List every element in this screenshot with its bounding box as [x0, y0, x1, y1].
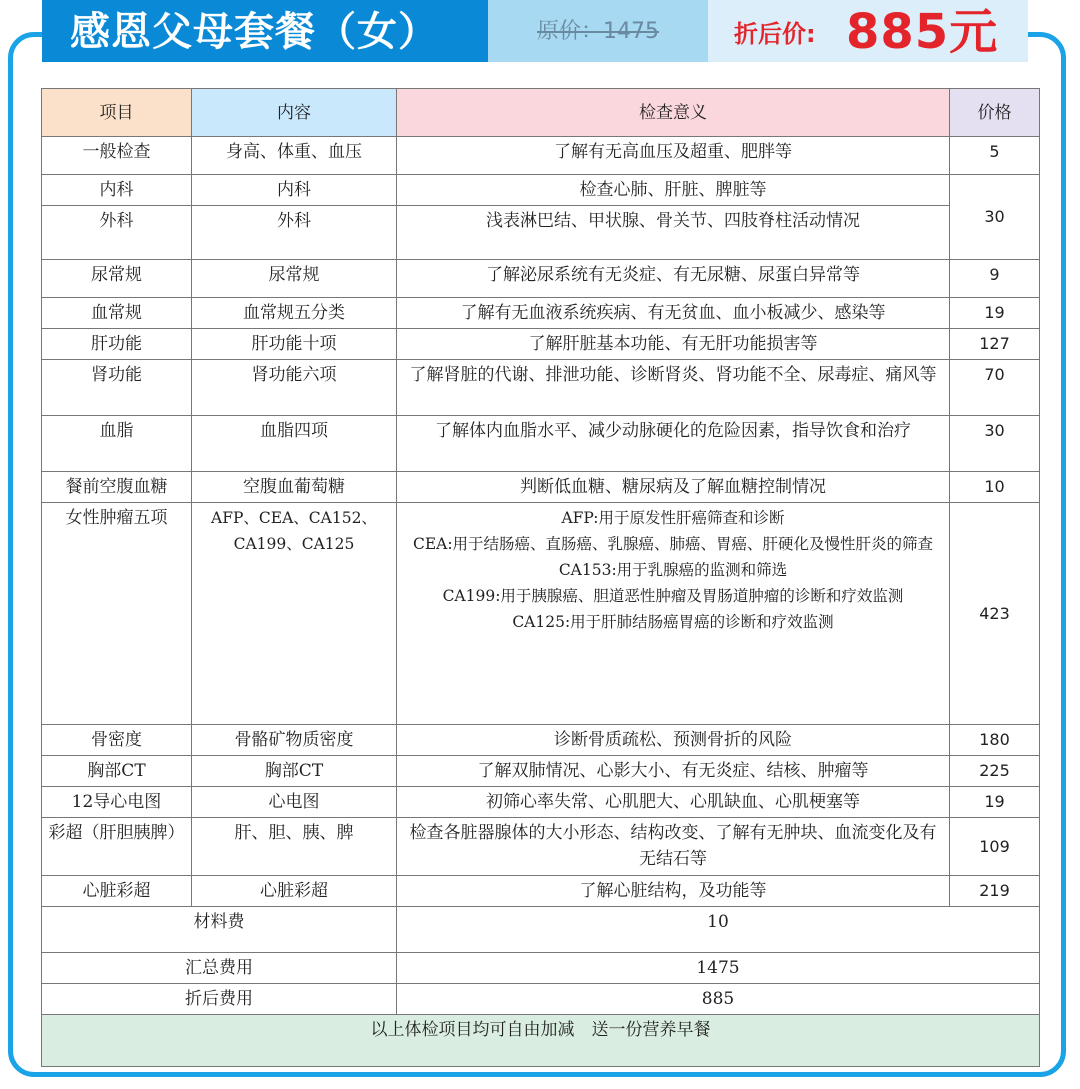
summary-label: 汇总费用 [42, 953, 397, 984]
table-row [42, 260, 1040, 298]
row-item: 内科 [42, 175, 192, 206]
row-item: 肝功能 [42, 329, 192, 360]
row-item: 尿常规 [42, 260, 192, 298]
row-content: 骨骼矿物质密度 [192, 725, 397, 756]
row-price: 9 [950, 260, 1040, 298]
row-meaning: 了解双肺情况、心影大小、有无炎症、结核、肿瘤等 [397, 756, 950, 787]
row-item: 一般检查 [42, 137, 192, 175]
table-row [42, 725, 1040, 756]
discount-price: 885元 [846, 4, 999, 60]
table-row [42, 416, 1040, 472]
table-row [42, 756, 1040, 787]
row-item: 外科 [42, 206, 192, 260]
row-content: 身高、体重、血压 [192, 137, 397, 175]
original-price-text: 原价：1475 [537, 19, 659, 44]
row-content: 肾功能六项 [192, 360, 397, 416]
footer-row [42, 1015, 1040, 1067]
column-header-content: 内容 [192, 89, 397, 137]
summary-value: 1475 [397, 953, 1040, 984]
table-row [42, 818, 1040, 876]
table-row [42, 329, 1040, 360]
row-meaning: 诊断骨质疏松、预测骨折的风险 [397, 725, 950, 756]
summary-label: 材料费 [42, 907, 397, 953]
row-price: 219 [950, 876, 1040, 907]
column-header-item: 项目 [42, 89, 192, 137]
row-content: 肝、胆、胰、脾 [192, 818, 397, 876]
row-item: 心脏彩超 [42, 876, 192, 907]
row-price: 70 [950, 360, 1040, 416]
row-item: 血常规 [42, 298, 192, 329]
column-header-meaning: 检查意义 [397, 89, 950, 137]
row-item: 餐前空腹血糖 [42, 472, 192, 503]
row-content: 血常规五分类 [192, 298, 397, 329]
meaning-line: AFP:用于原发性肝癌筛查和诊断 [561, 509, 785, 527]
row-price: 5 [950, 137, 1040, 175]
summary-value: 10 [397, 907, 1040, 953]
row-price: 180 [950, 725, 1040, 756]
row-meaning: 了解有无血液系统疾病、有无贫血、血小板减少、感染等 [397, 298, 950, 329]
row-item: 12导心电图 [42, 787, 192, 818]
row-price: 10 [950, 472, 1040, 503]
table-row [42, 206, 1040, 260]
row-meaning [397, 503, 950, 725]
table-row [42, 472, 1040, 503]
row-price: 30 [950, 175, 1040, 260]
row-meaning: 初筛心率失常、心肌肥大、心肌缺血、心肌梗塞等 [397, 787, 950, 818]
table-row [42, 360, 1040, 416]
row-meaning: 了解有无高血压及超重、肥胖等 [397, 137, 950, 175]
row-content: 外科 [192, 206, 397, 260]
row-content: 空腹血葡萄糖 [192, 472, 397, 503]
row-item: 胸部CT [42, 756, 192, 787]
row-meaning: 了解心脏结构，及功能等 [397, 876, 950, 907]
row-meaning: 检查各脏器腺体的大小形态、结构改变、了解有无肿块、血流变化及有无结石等 [397, 818, 950, 876]
row-meaning: 浅表淋巴结、甲状腺、骨关节、四肢脊柱活动情况 [397, 206, 950, 260]
row-content: 血脂四项 [192, 416, 397, 472]
row-item: 女性肿瘤五项 [42, 503, 192, 725]
summary-row [42, 907, 1040, 953]
row-item: 骨密度 [42, 725, 192, 756]
row-meaning: 了解肾脏的代谢、排泄功能、诊断肾炎、肾功能不全、尿毒症、痛风等 [397, 360, 950, 416]
table-row [42, 787, 1040, 818]
row-content: 内科 [192, 175, 397, 206]
row-meaning: 判断低血糖、糖尿病及了解血糖控制情况 [397, 472, 950, 503]
checkup-table [41, 88, 1040, 1067]
row-meaning: 了解肝脏基本功能、有无肝功能损害等 [397, 329, 950, 360]
row-content: 肝功能十项 [192, 329, 397, 360]
row-price: 19 [950, 298, 1040, 329]
table-row [42, 175, 1040, 206]
table-row [42, 503, 1040, 725]
row-price: 423 [950, 503, 1040, 725]
row-content: 心电图 [192, 787, 397, 818]
footer-note: 以上体检项目均可自由加减 送一份营养早餐 [42, 1015, 1040, 1067]
row-item: 血脂 [42, 416, 192, 472]
column-header-price: 价格 [950, 89, 1040, 137]
row-item: 彩超（肝胆胰脾） [42, 818, 192, 876]
original-price [488, 0, 708, 62]
row-meaning: 检查心肺、肝脏、脾脏等 [397, 175, 950, 206]
summary-row [42, 953, 1040, 984]
row-content: 胸部CT [192, 756, 397, 787]
meaning-line: CA125:用于肝肺结肠癌胃癌的诊断和疗效监测 [512, 613, 834, 631]
package-title: 感恩父母套餐（女） [42, 0, 488, 62]
table-row [42, 137, 1040, 175]
table-header-row [42, 89, 1040, 137]
discount-price-block [708, 0, 1028, 62]
row-price: 225 [950, 756, 1040, 787]
meaning-line: CEA:用于结肠癌、直肠癌、乳腺癌、肺癌、胃癌、肝硬化及慢性肝炎的筛查CA153:用于乳腺癌的监测和筛选 [412, 535, 934, 579]
row-meaning: 了解泌尿系统有无炎症、有无尿糖、尿蛋白异常等 [397, 260, 950, 298]
table-row [42, 876, 1040, 907]
row-meaning: 了解体内血脂水平、减少动脉硬化的危险因素，指导饮食和治疗 [397, 416, 950, 472]
summary-label: 折后费用 [42, 984, 397, 1015]
meaning-line: CA199:用于胰腺癌、胆道恶性肿瘤及胃肠道肿瘤的诊断和疗效监测 [442, 587, 904, 605]
summary-value: 885 [397, 984, 1040, 1015]
row-content: 尿常规 [192, 260, 397, 298]
row-price: 127 [950, 329, 1040, 360]
row-price: 30 [950, 416, 1040, 472]
row-content: 心脏彩超 [192, 876, 397, 907]
row-item: 肾功能 [42, 360, 192, 416]
row-content: AFP、CEA、CA152、CA199、CA125 [192, 503, 397, 725]
discount-label: 折后价: [734, 20, 816, 48]
row-price: 19 [950, 787, 1040, 818]
summary-row [42, 984, 1040, 1015]
row-price: 109 [950, 818, 1040, 876]
table-row [42, 298, 1040, 329]
